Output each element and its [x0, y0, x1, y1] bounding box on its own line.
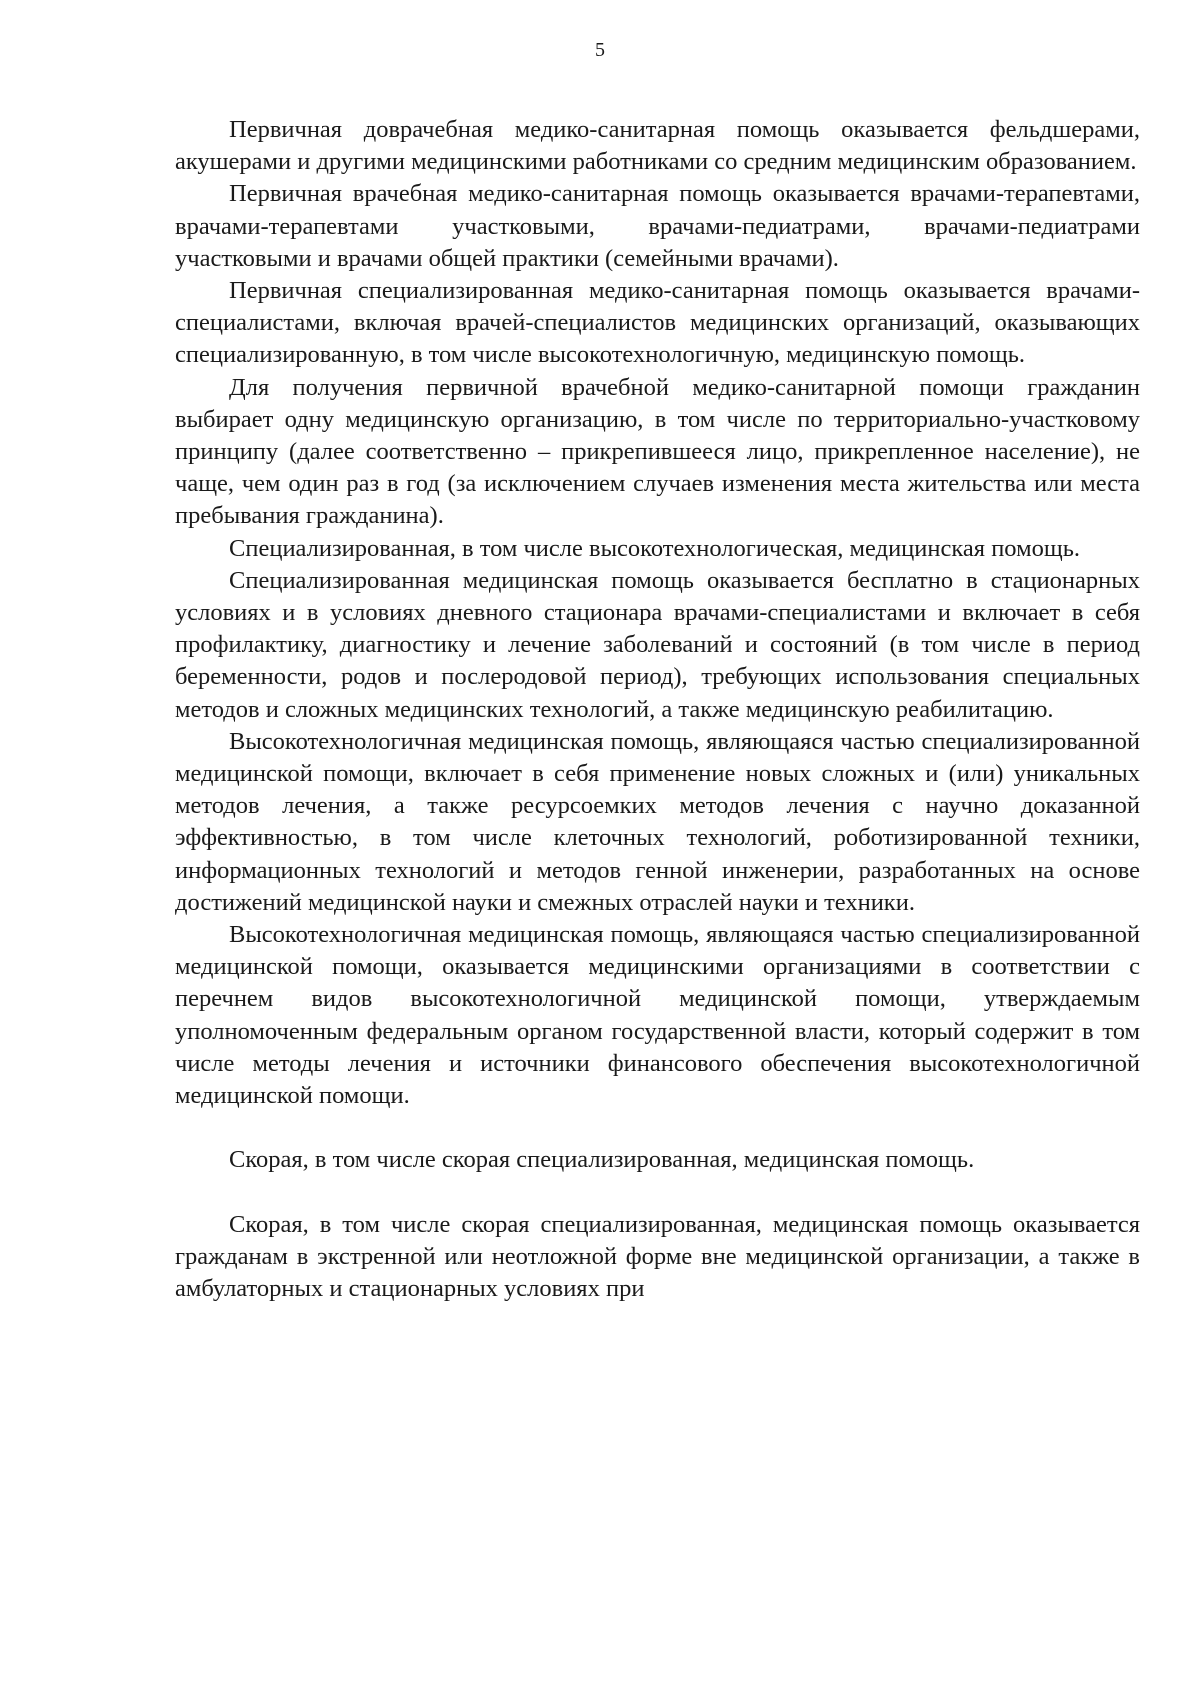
paragraph-pre-physician-care: Первичная доврачебная медико-санитарная помощь оказывается фельдшерами, акушерами и другими медицинскими работниками со средним медицинским образованием. [175, 116, 1140, 176]
paragraph-physician-care: Первичная врачебная медико-санитарная помощь оказывается врачами-терапевтами, врачами-терапевтами участковыми, врачами-педиатрами, врачами-педиатрами участковыми и врачами общей практики (семейными врачами). [175, 180, 1140, 272]
paragraph-specialized-primary-care: Первичная специализированная медико-санитарная помощь оказывается врачами-специалистами, включая врачей-специалистов медицинских организаций, оказывающих специализированную, в том числе высокотехнологичную, медицинскую помощь. [175, 277, 1140, 369]
paragraph-high-tech-care-provision: Высокотехнологичная медицинская помощь, являющаяся частью специализированной медицинской помощи, оказывается медицинскими организациями в соответствии с перечнем видов высокотехнологичной медицинской помощи, утверждаемым уполномоченным федеральным органом государственной власти, который содержит в том числе методы лечения и источники финансового обеспечения высокотехнологичной медицинской помощи. [175, 921, 1140, 1110]
paragraph-choice-of-organization: Для получения первичной врачебной медико-санитарной помощи гражданин выбирает одну медицинскую организацию, в том числе по территориально-участковому принципу (далее соответственно – прикрепившееся лицо, прикрепленное население), не чаще, чем один раз в год (за исключением случаев изменения места жительства или места пребывания гражданина). [175, 373, 1140, 530]
section-heading-specialized-care: Специализированная, в том числе высокотехнологическая, медицинская помощь. [229, 534, 1081, 562]
section-heading-emergency-care: Скорая, в том числе скорая специализированная, медицинская помощь. [229, 1146, 975, 1174]
page-number: 5 [595, 39, 605, 61]
document-body [175, 114, 1140, 1305]
paragraph-high-tech-care-definition: Высокотехнологичная медицинская помощь, являющаяся частью специализированной медицинской помощи, включает в себя применение новых сложных и (или) уникальных методов лечения, а также ресурсоемких методов лечения с научно доказанной эффективностью, в том числе клеточных технологий, роботизированной техники, информационных технологий и методов генной инженерии, разработанных на основе достижений медицинской науки и смежных отраслей науки и техники. [175, 727, 1140, 916]
paragraph-specialized-care: Специализированная медицинская помощь оказывается бесплатно в стационарных условиях и в условиях дневного стационара врачами-специалистами и включает в себя профилактику, диагностику и лечение заболеваний и состояний (в том числе в период беременности, родов и послеродовой период), требующих использования специальных методов и сложных медицинских технологий, а также медицинскую реабилитацию. [175, 566, 1140, 723]
paragraph-emergency-care: Скорая, в том числе скорая специализированная, медицинская помощь оказывается гражданам в экстренной или неотложной форме вне медицинской организации, а также в амбулаторных и стационарных условиях при [175, 1210, 1140, 1302]
